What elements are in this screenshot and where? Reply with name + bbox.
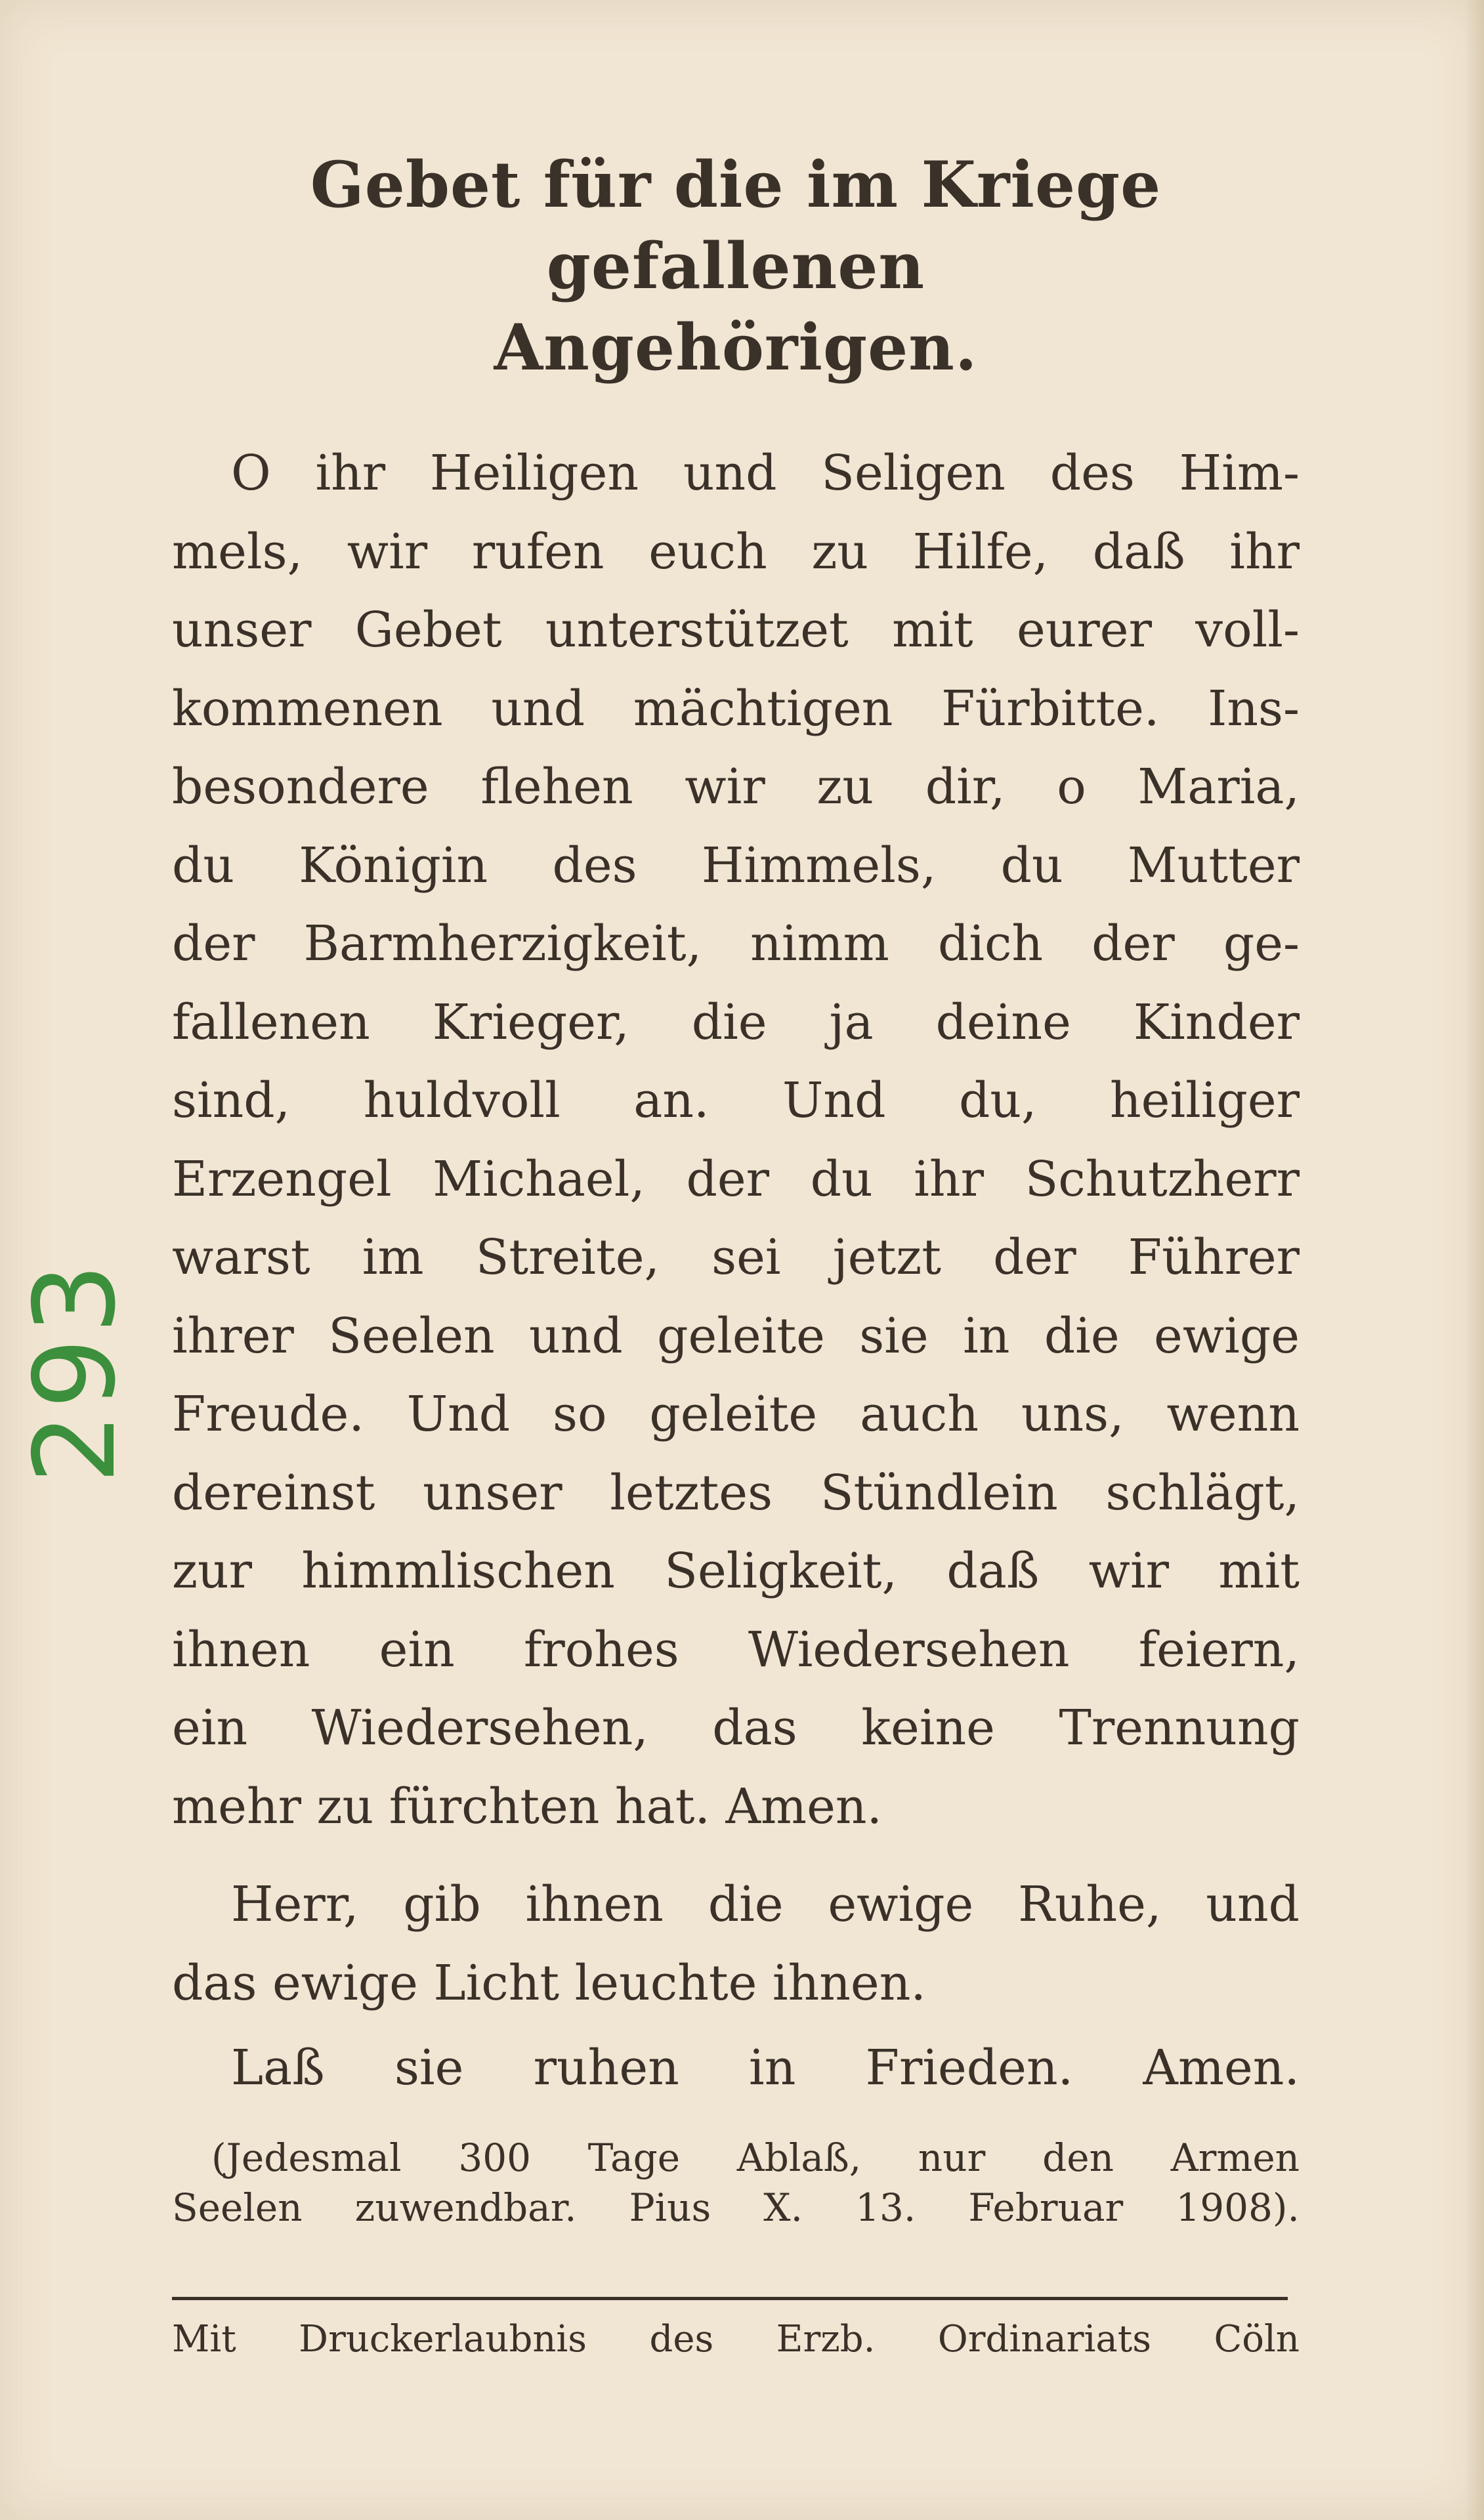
prayer-line: ihrer Seelen und geleite sie in die ewige bbox=[172, 1307, 1300, 1364]
prayer-line: sind, huldvoll an. Und du, heiliger bbox=[172, 1072, 1300, 1129]
prayer-line: ihnen ein frohes Wiedersehen feiern, bbox=[172, 1621, 1300, 1678]
prayer-line: ein Wiedersehen, das keine Trennung bbox=[172, 1700, 1300, 1756]
divider-rule bbox=[172, 2297, 1288, 2300]
prayer-line: besondere flehen wir zu dir, o Maria, bbox=[172, 759, 1300, 815]
card-edge bbox=[1464, 0, 1484, 2520]
prayer-line: O ihr Heiligen und Seligen des Him- bbox=[231, 445, 1300, 501]
prayer-line: Erzengel Michael, der du ihr Schutzherr bbox=[172, 1150, 1300, 1208]
card-content bbox=[172, 144, 1300, 2366]
title-line-2: Angehörigen. bbox=[494, 310, 978, 385]
prayer-line: mehr zu fürchten hat. Amen. bbox=[172, 1778, 883, 1835]
indulgence-line-1: (Jedesmal 300 Tage Ablaß, nur den Armen bbox=[211, 2135, 1300, 2180]
prayer-body bbox=[172, 434, 1300, 1846]
prayer-line: du Königin des Himmels, du Mutter bbox=[172, 837, 1300, 894]
peace-verse bbox=[172, 2029, 1300, 2108]
rest-line-1: Herr, gib ihnen die ewige Ruhe, und bbox=[231, 1876, 1300, 1933]
prayer-line: kommenen und mächtigen Fürbitte. Ins- bbox=[172, 680, 1300, 737]
title-line-1: Gebet für die im Kriege gefallenen bbox=[310, 148, 1162, 303]
indulgence-note bbox=[172, 2133, 1300, 2233]
eternal-rest-verse bbox=[172, 1866, 1300, 2023]
prayer-line: warst im Streite, sei jetzt der Führer bbox=[172, 1229, 1300, 1286]
imprimatur-line: Mit Druckerlaubnis des Erzb. Ordinariats Cöln bbox=[172, 2317, 1300, 2361]
prayer-line: Freude. Und so geleite auch uns, wenn bbox=[172, 1386, 1300, 1442]
peace-line: Laß sie ruhen in Frieden. Amen. bbox=[231, 2040, 1300, 2096]
prayer-title bbox=[172, 144, 1300, 388]
indulgence-line-2: Seelen zuwendbar. Pius X. 13. Februar 1908). bbox=[172, 2185, 1300, 2230]
prayer-line: unser Gebet unterstützet mit eurer voll- bbox=[172, 602, 1300, 658]
prayer-line: zur himmlischen Seligkeit, daß wir mit bbox=[172, 1543, 1300, 1599]
rest-line-2: das ewige Licht leuchte ihnen. bbox=[172, 1954, 926, 2011]
prayer-line: dereinst unser letztes Stündlein schlägt, bbox=[172, 1464, 1300, 1521]
prayer-line: der Barmherzigkeit, nimm dich der ge- bbox=[172, 915, 1300, 972]
prayer-line: fallenen Krieger, die ja deine Kinder bbox=[172, 994, 1300, 1051]
handwritten-number: 293 bbox=[11, 1259, 140, 1484]
prayer-line: mels, wir rufen euch zu Hilfe, daß ihr bbox=[172, 523, 1300, 580]
